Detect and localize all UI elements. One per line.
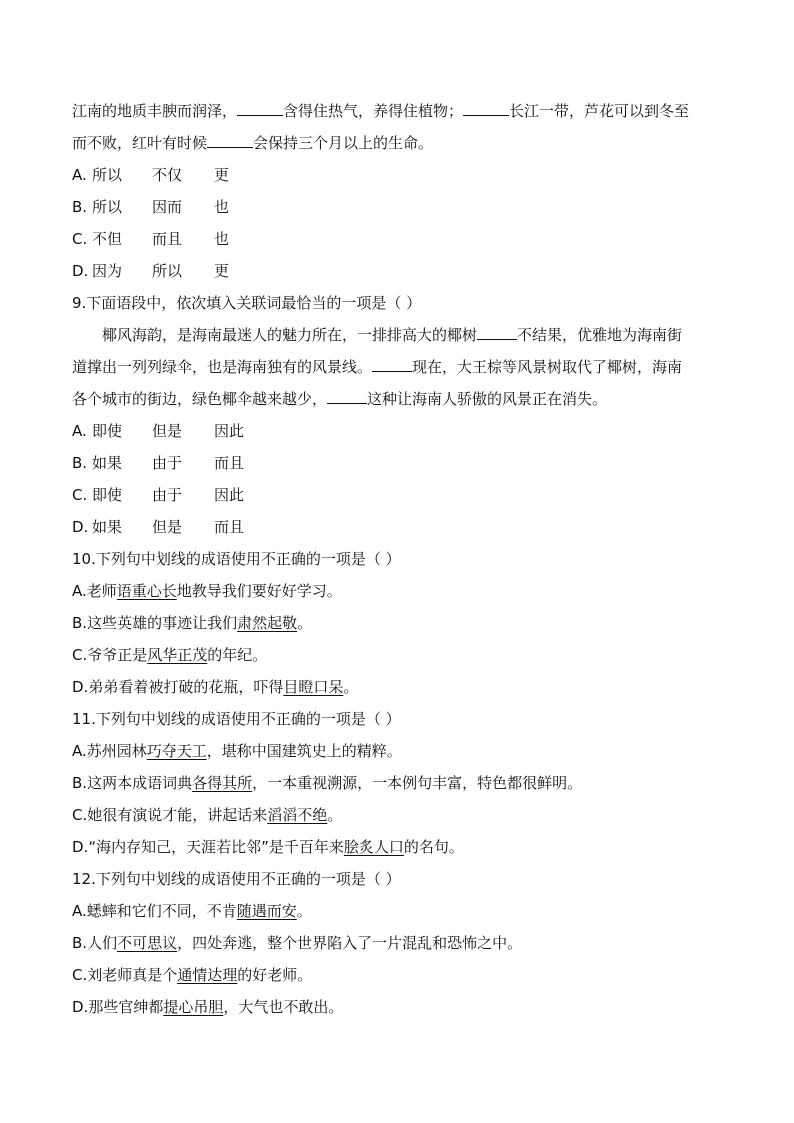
underlined-idiom: 语重心长 <box>116 582 177 600</box>
option-label: C. <box>72 806 88 824</box>
text-segment: 现在，大王棕等风景树取代了椰树，海南 <box>412 358 683 376</box>
answer-blank <box>237 97 283 116</box>
option-label: C. <box>72 486 88 504</box>
prev-question-line-1 <box>72 95 724 127</box>
option-word: 由于 <box>152 454 183 472</box>
option-label: D. <box>72 262 89 280</box>
option-word: 由于 <box>152 486 183 504</box>
q10-option-c <box>72 639 724 671</box>
q9-passage-line-1 <box>72 319 724 351</box>
q12-option-a <box>72 895 724 927</box>
option-label: A. <box>72 902 87 920</box>
option-word: 所以 <box>92 166 123 184</box>
underlined-idiom: 不可思议 <box>117 934 178 952</box>
text-segment: ，堪称中国建筑史上的精粹。 <box>206 742 402 760</box>
option-word: 即使 <box>92 422 123 440</box>
q10-option-d <box>72 671 724 703</box>
option-word: 不但 <box>92 230 123 248</box>
option-label: B. <box>72 774 88 792</box>
q9-passage-line-2 <box>72 351 724 383</box>
answer-blank <box>327 385 367 404</box>
q9-option-a <box>72 415 724 447</box>
option-label: B. <box>72 198 88 216</box>
option-label: D. <box>72 998 89 1016</box>
option-label: D. <box>72 678 89 696</box>
q11-option-a <box>72 735 724 767</box>
text-segment: 各个城市的街边，绿色椰伞越来越少， <box>72 390 328 408</box>
q9-option-c <box>72 479 724 511</box>
option-word: 也 <box>214 198 230 216</box>
text-segment: ，大气也不敢出。 <box>223 998 344 1016</box>
text-segment: 苏州园林 <box>86 742 147 760</box>
option-label: B. <box>72 614 88 632</box>
text-segment: 会保持三个月以上的生命。 <box>253 134 434 152</box>
text-segment: 。 <box>296 902 312 920</box>
q12-option-d <box>72 991 724 1023</box>
option-word: 不仅 <box>152 166 183 184</box>
option-word: 而且 <box>214 518 245 536</box>
answer-blank <box>207 129 253 148</box>
prev-option-b <box>72 191 724 223</box>
option-word: 更 <box>214 262 230 280</box>
prev-option-c <box>72 223 724 255</box>
underlined-idiom: 巧夺天工 <box>146 742 207 760</box>
option-label: A. <box>72 422 87 440</box>
text-segment: 含得住热气，养得住植物； <box>283 102 464 120</box>
option-word: 因此 <box>214 422 245 440</box>
option-label: C. <box>72 646 88 664</box>
text-segment: 道撑出一列列绿伞，也是海南独有的风景线。 <box>72 358 373 376</box>
option-label: C. <box>72 230 88 248</box>
text-segment: ，四处奔逃，整个世界陷入了一片混乱和恐怖之中。 <box>177 934 523 952</box>
option-label: A. <box>72 582 87 600</box>
option-word: 即使 <box>92 486 123 504</box>
text-segment: 江南的地质丰腴而润泽， <box>72 102 238 120</box>
option-label: B. <box>72 454 88 472</box>
text-segment: 人们 <box>87 934 118 952</box>
q11-option-c <box>72 799 724 831</box>
text-segment: 而不败，红叶有时候 <box>72 134 208 152</box>
text-segment: 她很有演说才能，讲起话来 <box>87 806 268 824</box>
text-segment: 长江一带，芦花可以到冬至 <box>509 102 690 120</box>
q10-title: 10.下列句中划线的成语使用不正确的一项是（ ） <box>72 550 401 568</box>
q9-option-b <box>72 447 724 479</box>
option-word: 如果 <box>92 518 123 536</box>
text-segment: 的名句。 <box>403 838 464 856</box>
option-word: 因而 <box>152 198 183 216</box>
q10-option-a <box>72 575 724 607</box>
text-segment: 老师 <box>86 582 117 600</box>
document-content <box>72 95 724 1023</box>
q12-option-c <box>72 959 724 991</box>
option-word: 而且 <box>214 454 245 472</box>
underlined-idiom: 提心吊胆 <box>163 998 224 1016</box>
option-word: 所以 <box>152 262 183 280</box>
text-segment: 弟弟看着被打破的花瓶，吓得 <box>88 678 284 696</box>
q11-option-d <box>72 831 724 863</box>
prev-question-line-2 <box>72 127 724 159</box>
option-word: 因为 <box>92 262 123 280</box>
text-segment: 地教导我们要好好学习。 <box>176 582 342 600</box>
text-segment: 爷爷正是 <box>87 646 148 664</box>
text-segment: 刘老师真是个 <box>87 966 178 984</box>
answer-blank <box>463 97 509 116</box>
option-word: 更 <box>214 166 230 184</box>
q11-option-b <box>72 767 724 799</box>
option-label: D. <box>72 518 89 536</box>
option-word: 但是 <box>152 518 183 536</box>
option-word: 但是 <box>152 422 183 440</box>
prev-option-a <box>72 159 724 191</box>
underlined-idiom: 肃然起敬 <box>237 614 298 632</box>
text-segment: 。 <box>327 806 343 824</box>
q11-title: 11.下列句中划线的成语使用不正确的一项是（ ） <box>72 710 401 728</box>
option-label: B. <box>72 934 88 952</box>
text-segment: 的好老师。 <box>237 966 313 984</box>
text-segment: 不结果，优雅地为海南街 <box>517 326 683 344</box>
option-label: D. <box>72 838 89 856</box>
q12-title: 12.下列句中划线的成语使用不正确的一项是（ ） <box>72 870 401 888</box>
answer-blank <box>477 321 517 340</box>
q12-option-b <box>72 927 724 959</box>
text-segment: 那些官绅都 <box>88 998 164 1016</box>
text-segment: 这两本成语词典 <box>87 774 193 792</box>
underlined-idiom: 滔滔不绝 <box>267 806 328 824</box>
option-word: 也 <box>214 230 230 248</box>
prev-option-d <box>72 255 724 287</box>
text-segment: “海内存知己，天涯若比邻”是千百年来 <box>88 838 344 856</box>
option-word: 而且 <box>152 230 183 248</box>
underlined-idiom: 风华正茂 <box>147 646 208 664</box>
q9-option-d <box>72 511 724 543</box>
option-label: C. <box>72 966 88 984</box>
text-segment: 这些英雄的事迹让我们 <box>87 614 238 632</box>
option-word: 所以 <box>92 198 123 216</box>
text-segment: 的年纪。 <box>207 646 268 664</box>
underlined-idiom: 通情达理 <box>177 966 238 984</box>
q9-title: 9.下面语段中，依次填入关联词最恰当的一项是（ ） <box>72 294 422 312</box>
text-segment: 这种让海南人骄傲的风景正在消失。 <box>367 390 608 408</box>
answer-blank <box>372 353 412 372</box>
text-segment: 。 <box>343 678 359 696</box>
underlined-idiom: 随遇而安 <box>236 902 297 920</box>
underlined-idiom: 脍炙人口 <box>343 838 404 856</box>
text-segment: 椰风海韵，是海南最迷人的魅力所在，一排排高大的椰树 <box>102 326 478 344</box>
text-segment: 蟋蟀和它们不同，不肯 <box>86 902 237 920</box>
q9-passage-line-3 <box>72 383 724 415</box>
underlined-idiom: 各得其所 <box>192 774 253 792</box>
option-word: 因此 <box>214 486 245 504</box>
q10-option-b <box>72 607 724 639</box>
option-label: A. <box>72 742 87 760</box>
text-segment: ，一本重视溯源，一本例句丰富，特色都很鲜明。 <box>252 774 583 792</box>
option-word: 如果 <box>92 454 123 472</box>
text-segment: 。 <box>297 614 313 632</box>
underlined-idiom: 目瞪口呆 <box>283 678 344 696</box>
option-label: A. <box>72 166 87 184</box>
